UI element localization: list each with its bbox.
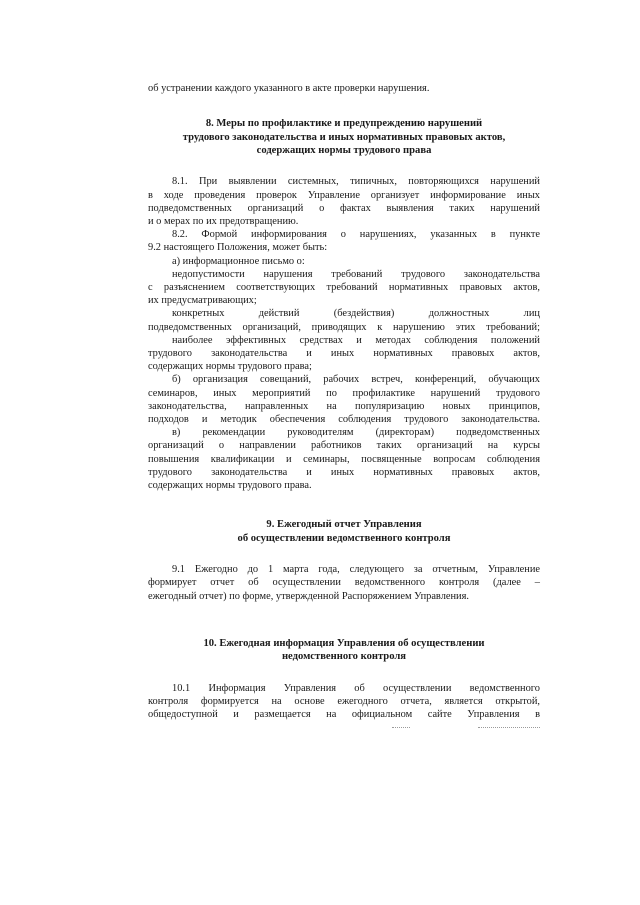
heading-line: 10. Ежегодная информация Управления об осуществлении <box>203 637 485 649</box>
text-line: организаций о направлении работников таких организаций на курсы <box>148 440 540 452</box>
text-line: 9.1 Ежегодно до 1 марта года, следующего за отчетным, Управление <box>172 564 540 576</box>
section-10-body <box>148 682 540 722</box>
text-line: их предусматривающих; <box>148 295 257 307</box>
text-line: повышения квалификации и семинары, посвященные вопросам соблюдения <box>148 453 540 465</box>
section-10-heading <box>148 637 540 664</box>
heading-line: 8. Меры по профилактике и предупреждению нарушений <box>205 118 483 130</box>
text-line: подведомственных организаций, приводящих к нарушению этих требований; <box>148 321 540 333</box>
text-line: в ходе проведения проверок Управление организует информирование иных <box>148 189 540 201</box>
document-page <box>148 82 540 721</box>
section-8-heading <box>148 117 540 157</box>
text-line: конкретных действий (бездействия) должностных лиц <box>172 308 540 320</box>
text-line: содержащих нормы трудового права; <box>148 361 312 373</box>
scan-artifact-line <box>392 727 410 729</box>
scan-artifact-line <box>478 727 540 729</box>
heading-line: об осуществлении ведомственного контроля <box>237 532 451 544</box>
text-line: 8.2. Формой информирования о нарушениях, указанных в пункте <box>172 229 540 241</box>
intro-line: об устранении каждого указанного в акте проверки нарушения. <box>148 83 430 94</box>
section-10 <box>148 637 540 721</box>
section-9 <box>148 518 540 602</box>
text-line: 9.2 настоящего Положения, может быть: <box>148 242 328 254</box>
heading-line: 9. Ежегодный отчет Управления <box>266 519 422 531</box>
section-9-body <box>148 563 540 603</box>
text-line: б) организация совещаний, рабочих встреч, конференций, обучающих <box>172 374 540 386</box>
text-line: контроля формируется на основе ежегодного отчета, является открытой, <box>148 695 540 707</box>
text-line: трудового законодательства и иных нормативных правовых актов, <box>148 348 540 360</box>
text-line: наиболее эффективных средствах и методах соблюдения положений <box>172 334 540 346</box>
heading-line: содержащих нормы трудового права <box>256 145 432 157</box>
section-8-body <box>148 175 540 492</box>
heading-line: недомственного контроля <box>281 651 407 663</box>
text-line: подведомственных организаций о фактах выявления таких нарушений <box>148 202 540 214</box>
text-line: формирует отчет об осуществлении ведомственного контроля (далее – <box>148 577 540 589</box>
text-line: в) рекомендации руководителям (директорам) подведомственных <box>172 427 540 439</box>
section-9-heading <box>148 518 540 545</box>
text-line: с разъяснением соответствующих требований нормативных правовых актов, <box>148 282 540 294</box>
text-line: подходов и методик обеспечения соблюдения трудового законодательства. <box>148 414 540 426</box>
text-line: ежегодный отчет) по форме, утвержденной Распоряжением Управления. <box>148 590 469 602</box>
text-line: а) информационное письмо о: <box>172 255 305 267</box>
text-line: содержащих нормы трудового права. <box>148 480 312 492</box>
text-line: 10.1 Информация Управления об осуществлении ведомственного <box>172 682 540 694</box>
text-line: семинаров, иных мероприятий по профилактике нарушений трудового <box>148 387 540 399</box>
text-line: трудового законодательства и иных нормативных правовых актов, <box>148 466 540 478</box>
section-8 <box>148 117 540 492</box>
text-line: законодательства, направленных на популяризацию новых принципов, <box>148 400 540 412</box>
text-line: и о мерах по их предотвращению. <box>148 216 299 228</box>
text-line: недопустимости нарушения требований трудового законодательства <box>172 268 540 280</box>
text-line: общедоступной и размещается на официальном сайте Управления в <box>148 708 540 720</box>
text-line: 8.1. При выявлении системных, типичных, повторяющихся нарушений <box>172 176 540 188</box>
heading-line: трудового законодательства и иных нормативных правовых актов, <box>182 131 506 143</box>
